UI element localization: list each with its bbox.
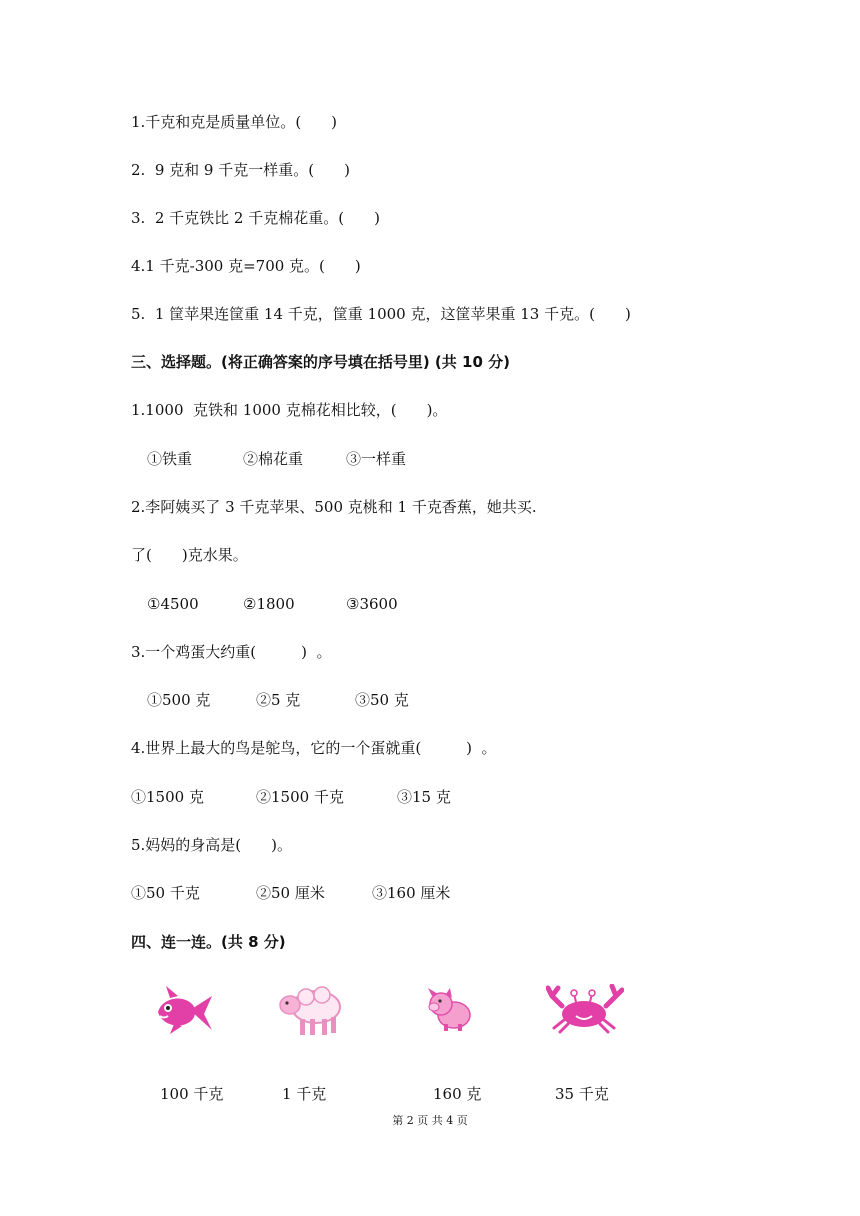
connect-label-3: 160 克 <box>433 1085 482 1103</box>
connect-label-2: 1 千克 <box>282 1085 327 1103</box>
fish-icon <box>148 986 214 1036</box>
connect-label-1: 100 千克 <box>160 1085 224 1103</box>
choice-q5-option-2: ②50 厘米 <box>256 884 325 902</box>
choice-q1-option-2: ②棉花重 <box>243 450 304 468</box>
choice-q1: 1.1000 克铁和 1000 克棉花相比较，( )。 <box>131 401 448 419</box>
pig-icon <box>424 988 474 1032</box>
connect-label-4: 35 千克 <box>555 1085 609 1103</box>
judge-item-1: 1.千克和克是质量单位。( ) <box>131 113 338 131</box>
sheep-icon <box>276 983 344 1039</box>
choice-q4-option-1: ①1500 克 <box>131 788 204 806</box>
choice-q5-option-1: ①50 千克 <box>131 884 200 902</box>
choice-heading: 三、选择题。(将正确答案的序号填在括号里) (共 10 分) <box>131 353 510 371</box>
choice-q2-option-3: ③3600 <box>346 595 398 613</box>
choice-q3-option-3: ③50 克 <box>355 691 409 709</box>
choice-q3: 3.一个鸡蛋大约重( ) 。 <box>131 643 332 661</box>
page-footer: 第 2 页 共 4 页 <box>392 1114 468 1127</box>
choice-q1-option-3: ③一样重 <box>346 450 407 468</box>
choice-q5-option-3: ③160 厘米 <box>372 884 451 902</box>
choice-q3-option-1: ①500 克 <box>147 691 211 709</box>
choice-q4-option-2: ②1500 千克 <box>256 788 344 806</box>
choice-q2-option-2: ②1800 <box>243 595 295 613</box>
choice-q4: 4.世界上最大的鸟是鸵鸟，它的一个蛋就重( ) 。 <box>131 739 497 757</box>
judge-item-5: 5. 1 筐苹果连筐重 14 千克，筐重 1000 克，这筐苹果重 13 千克。( ) <box>131 305 631 323</box>
choice-q2-option-1: ①4500 <box>147 595 199 613</box>
choice-q2: 2.李阿姨买了 3 千克苹果、500 克桃和 1 千克香蕉，她共买. <box>131 498 537 516</box>
connect-heading: 四、连一连。(共 8 分) <box>131 933 286 951</box>
choice-q1-option-1: ①铁重 <box>147 450 193 468</box>
choice-q3-option-2: ②5 克 <box>256 691 301 709</box>
crab-icon <box>546 984 624 1034</box>
choice-q2-cont: 了( )克水果。 <box>131 546 248 564</box>
judge-item-4: 4.1 千克-300 克=700 克。( ) <box>131 257 361 275</box>
judge-item-2: 2. 9 克和 9 千克一样重。( ) <box>131 161 350 179</box>
judge-item-3: 3. 2 千克铁比 2 千克棉花重。( ) <box>131 209 380 227</box>
choice-q5: 5.妈妈的身高是( )。 <box>131 836 293 854</box>
choice-q4-option-3: ③15 克 <box>397 788 451 806</box>
